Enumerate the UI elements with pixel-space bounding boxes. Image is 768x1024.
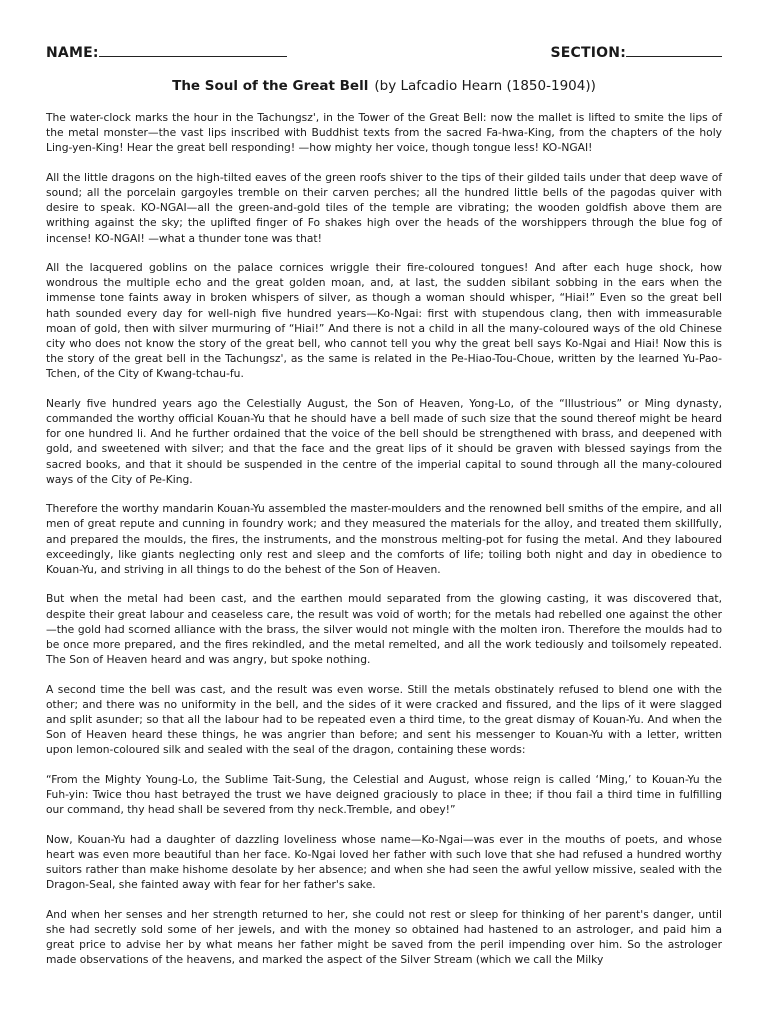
- section-field: [551, 44, 723, 61]
- name-label: NAME:: [46, 45, 99, 61]
- section-blank-line: [626, 44, 722, 57]
- paragraph: “From the Mighty Young-Lo, the Sublime Tait-Sung, the Celestial and August, whose reign is called ‘Ming,’ to Kouan-Yu the Fuh-yin: Twice thou hast betrayed the trust we have deigned graciously to place in thee; if thou fail a third time in fulfilling our command, thy head shall be severed from thy neck.Tremble, and obey!”: [46, 772, 722, 817]
- story-body: [46, 110, 722, 967]
- paragraph: A second time the bell was cast, and the result was even worse. Still the metals obstinately refused to blend one with the other; and there was no uniformity in the bell, and the sides of it were cracked and fissured, and the lips of it were slagged and split asunder; so that all the labour had to be repeated even a third time, to the great dismay of Kouan-Yu. And when the Son of Heaven heard these things, he was angrier than before; and sent his messenger to Kouan-Yu with a letter, written upon lemon-coloured silk and sealed with the seal of the dragon, containing these words:: [46, 682, 722, 757]
- name-field: [46, 44, 287, 61]
- paragraph: All the little dragons on the high-tilted eaves of the green roofs shiver to the tips of their gilded tails under that deep wave of sound; all the porcelain gargoyles tremble on their carven perches; all the hundred little bells of the pagodas quiver with desire to speak. KO-NGAI—all the green-and-gold tiles of the temple are vibrating; the wooden goldfish above them are writhing against the sky; the uplifted finger of Fo shakes high over the heads of the worshippers through the blue fog of incense! KO-NGAI! —what a thunder tone was that!: [46, 170, 722, 245]
- story-title: [46, 78, 722, 98]
- paragraph: Nearly five hundred years ago the Celestially August, the Son of Heaven, Yong-Lo, of the “Illustrious” or Ming dynasty, commanded the worthy official Kouan-Yu that he should have a bell made of such size that the sound thereof might be heard for one hundred li. And he further ordained that the voice of the bell should be strengthened with brass, and deepened with gold, and sweetened with silver; and that the face and the great lips of it should be graven with blessed sayings from the sacred books, and that it should be suspended in the centre of the imperial capital to sound through all the many-coloured ways of the City of Pe-King.: [46, 396, 722, 486]
- paragraph: The water-clock marks the hour in the Tachungsz', in the Tower of the Great Bell: now the mallet is lifted to smite the lips of the metal monster—the vast lips inscribed with Buddhist texts from the sacred Fa-hwa-King, from the chapters of the holy Ling-yen-King! Hear the great bell responding! —how mighty her voice, though tongue less! KO-NGAI!: [46, 111, 722, 155]
- paragraph: All the lacquered goblins on the palace cornices wriggle their fire-coloured tongues! And after each huge shock, how wondrous the multiple echo and the great golden moan, and, at last, the sudden sibilant sobbing in the ears when the immense tone faints away in broken whispers of silver, as though a woman should whisper, “Hiai!” Even so the great bell hath sounded every day for well-nigh five hundred years—Ko-Ngai: first with stupendous clang, then with immeasurable moan of gold, then with silver murmuring of “Hiai!” And there is not a child in all the many-coloured ways of the old Chinese city who does not know the story of the great bell, who cannot tell you why the great bell says Ko-Ngai and Hiai! Now this is the story of the great bell in the Tachungsz', as the same is related in the Pe-Hiao-Tou-Choue, written by the learned Yu-Pao-Tchen, of the City of Kwang-tchau-fu.: [46, 261, 722, 381]
- paragraph: And when her senses and her strength returned to her, she could not rest or sleep for thinking of her parent's danger, until she had secretly sold some of her jewels, and with the money so obtained had hastened to an astrologer, and paid him a great price to advise her by what means her father might be saved from the peril impending over him. So the astrologer made observations of the heavens, and marked the aspect of the Silver Stream (which we call the Milky: [46, 907, 722, 967]
- paragraph: Therefore the worthy mandarin Kouan-Yu assembled the master-moulders and the renowned bell smiths of the empire, and all men of great repute and cunning in foundry work; and they measured the materials for the alloy, and treated them skillfully, and prepared the moulds, the fires, the instruments, and the monstrous melting-pot for fusing the metal. And they laboured exceedingly, like giants neglecting only rest and sleep and the comforts of life; toiling both night and day in obedience to Kouan-Yu, and striving in all things to do the behest of the Son of Heaven.: [46, 502, 722, 577]
- paragraph: But when the metal had been cast, and the earthen mould separated from the glowing casting, it was discovered that, despite their great labour and ceaseless care, the result was void of worth; for the metals had rebelled one against the other—the gold had scorned alliance with the brass, the silver would not mingle with the molten iron. Therefore the moulds had to be once more prepared, and the fires rekindled, and the metal remelted, and all the work tediously and toilsomely repeated. The Son of Heaven heard and was angry, but spoke nothing.: [46, 592, 722, 667]
- worksheet-header: [46, 44, 722, 66]
- title-main: The Soul of the Great Bell: [172, 78, 369, 94]
- section-label: SECTION:: [550, 45, 626, 61]
- paragraph: Now, Kouan-Yu had a daughter of dazzling loveliness whose name—Ko-Ngai—was ever in the mouths of poets, and whose heart was even more beautiful than her face. Ko-Ngai loved her father with such love that she had refused a hundred worthy suitors rather than make hishome desolate by her absence; and when she had seen the awful yellow missive, sealed with the Dragon-Seal, she fainted away with fear for her father's sake.: [46, 832, 722, 892]
- name-blank-line: [99, 44, 287, 57]
- title-byline: (by Lafcadio Hearn (1850-1904)): [374, 78, 596, 94]
